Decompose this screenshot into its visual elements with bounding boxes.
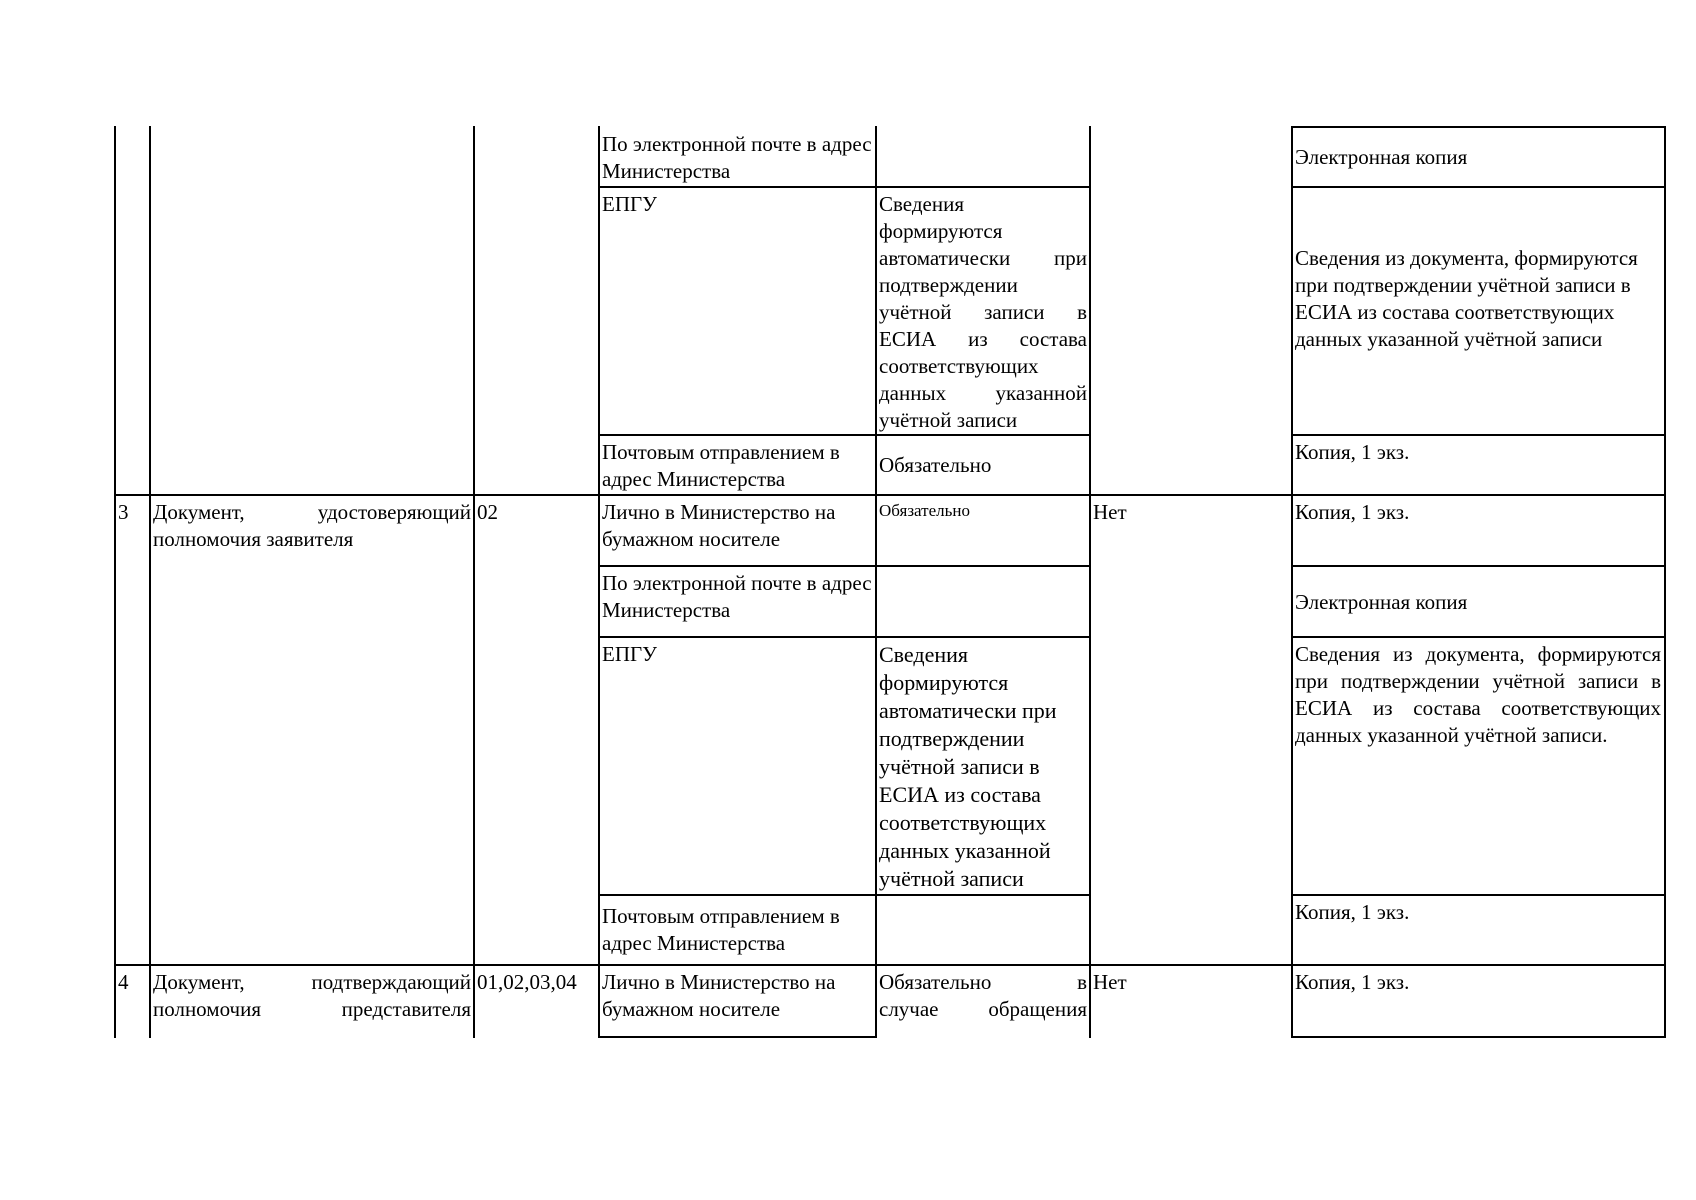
epgu-info-line: учётной записи в (879, 300, 1087, 324)
table-border (598, 126, 600, 1038)
table-border (1291, 434, 1666, 436)
result-in-person-cell: Копия, 1 экз. (1295, 500, 1410, 524)
table-border (598, 894, 1091, 896)
table-border (598, 186, 1091, 188)
table-border (1291, 894, 1666, 896)
method-epgu-cell: ЕПГУ (602, 192, 658, 216)
result-epgu-cell: Сведения из документа, формируются при подтверждении учётной записи в ЕСИА из состава соответствующих данных указанной учётной записи (1295, 246, 1638, 351)
table-border (1291, 565, 1666, 567)
table-border (473, 126, 475, 1038)
table-border (875, 126, 877, 1038)
document-name-cell (153, 969, 471, 1023)
epgu-info-line: соответствующих (879, 354, 1039, 378)
method-email-cell: По электронной почте в адрес Министерства (602, 132, 872, 183)
result-cell: Копия, 1 экз. (1295, 970, 1410, 994)
epgu-info-cell (879, 191, 1087, 434)
required-post-cell: Обязательно (879, 453, 992, 477)
epgu-info-line: подтверждении (879, 273, 1018, 297)
table-border (598, 1036, 877, 1038)
table-border (114, 964, 1666, 966)
result-epgu-cell: Сведения из документа, формируются при подтверждении учётной записи в ЕСИА из состава соответствующих данных указанной учётной записи. (1295, 642, 1661, 747)
required-cell (879, 969, 1087, 1023)
table-border (1291, 186, 1666, 188)
table-border (1291, 636, 1666, 638)
code-cell: 02 (477, 500, 498, 524)
document-name-line: полномочия представителя (153, 997, 471, 1021)
document-name-line: Документ, подтверждающий (153, 970, 471, 994)
result-post-cell: Копия, 1 экз. (1295, 440, 1410, 464)
flag-cell: Нет (1093, 500, 1127, 524)
document-name-cell (153, 499, 471, 553)
table-border (1291, 126, 1293, 1038)
table-border (149, 126, 151, 1038)
result-post-cell: Копия, 1 экз. (1295, 900, 1410, 924)
epgu-info-line: автоматически при (879, 246, 1087, 270)
epgu-info-cell: Сведения формируются автоматически при подтверждении учётной записи в ЕСИА из состава соответствующих данных указанной учётной записи (879, 642, 1057, 891)
document-name-line: полномочия заявителя (153, 527, 354, 551)
method-in-person-cell: Лично в Министерство на бумажном носителе (602, 500, 836, 551)
required-cell: Обязательно (879, 501, 970, 520)
method-epgu-cell: ЕПГУ (602, 642, 658, 666)
epgu-info-line: данных указанной (879, 381, 1087, 405)
table-border (1291, 126, 1666, 128)
method-post-cell: Почтовым отправлением в адрес Министерства (602, 440, 840, 491)
result-email-cell: Электронная копия (1295, 590, 1468, 614)
epgu-info-line: учётной записи (879, 408, 1018, 432)
method-post-cell: Почтовым отправлением в адрес Министерства (602, 904, 840, 955)
result-email-cell: Электронная копия (1295, 145, 1468, 169)
code-cell: 01,02,03,04 (477, 970, 577, 994)
method-email-cell: По электронной почте в адрес Министерства (602, 571, 872, 622)
row-number: 4 (118, 970, 129, 994)
table-border (114, 126, 116, 1038)
table-border (114, 494, 1666, 496)
document-name-line: Документ, удостоверяющий (153, 500, 471, 524)
epgu-info-line: формируются (879, 219, 1003, 243)
required-line: случае обращения (879, 997, 1087, 1021)
table-border (1089, 126, 1091, 1038)
flag-cell: Нет (1093, 970, 1127, 994)
required-line: Обязательно в (879, 970, 1087, 994)
table-border (598, 565, 1091, 567)
epgu-info-line: ЕСИА из состава (879, 327, 1087, 351)
table-border (598, 636, 1091, 638)
epgu-info-line: Сведения (879, 192, 964, 216)
table-border (598, 434, 1091, 436)
method-in-person-cell: Лично в Министерство на бумажном носителе (602, 970, 836, 1021)
table-border (1664, 126, 1666, 1038)
table-border (1291, 1036, 1666, 1038)
row-number: 3 (118, 500, 129, 524)
